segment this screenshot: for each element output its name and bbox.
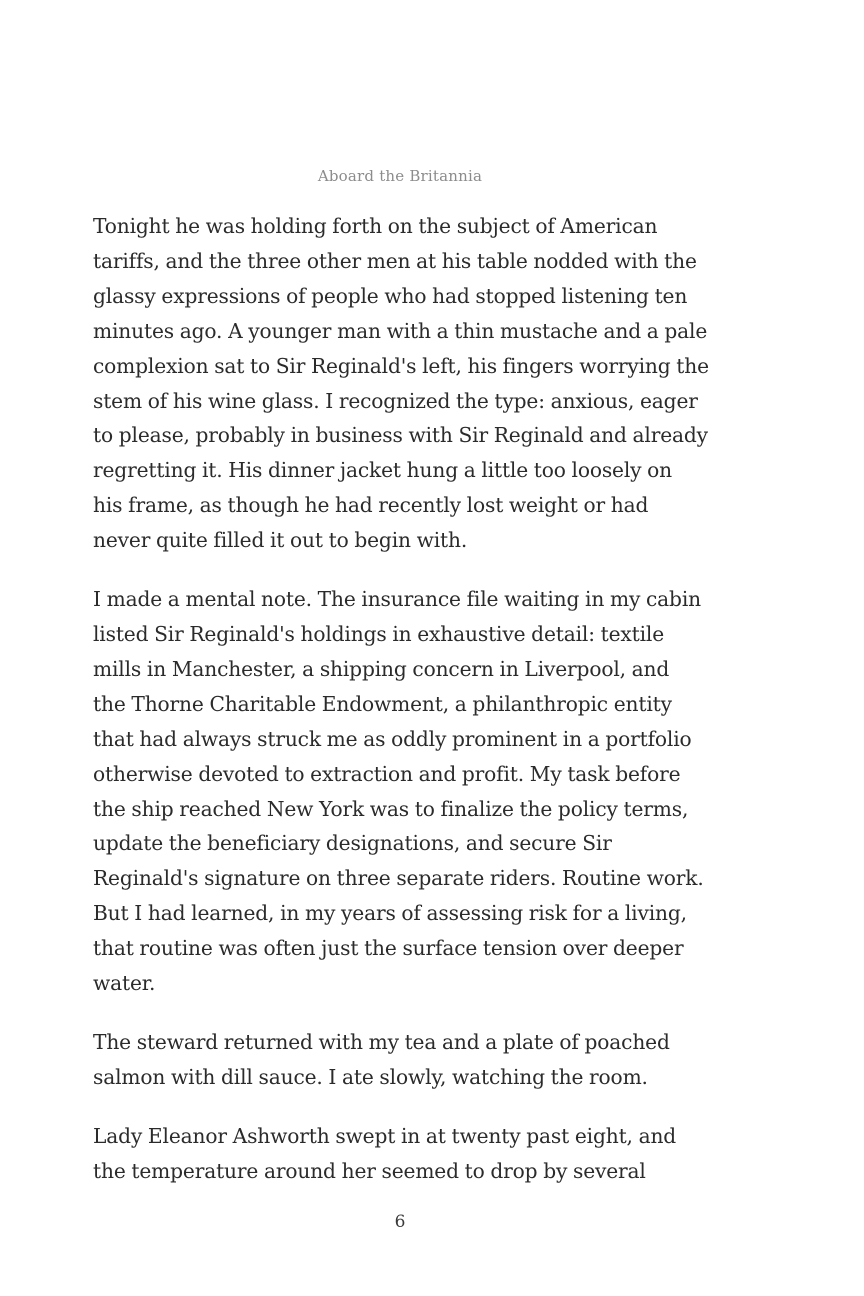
text-line: the temperature around her seemed to drop by several (93, 1158, 646, 1183)
page-number: 6 (394, 1212, 406, 1232)
paragraph-3 (93, 1025, 715, 1095)
text-line: Reginald's signature on three separate riders. Routine work. (93, 866, 704, 891)
text-line: the ship reached New York was to finalize the policy terms, (93, 796, 689, 821)
text-line: his frame, as though he had recently lost weight or had (93, 493, 649, 518)
text-line: complexion sat to Sir Reginald's left, his fingers worrying the (93, 353, 709, 378)
body-text (93, 209, 715, 1213)
text-line: I made a mental note. The insurance file waiting in my cabin (93, 587, 701, 612)
text-line: salmon with dill sauce. I ate slowly, watching the room. (93, 1064, 648, 1089)
text-line: regretting it. His dinner jacket hung a little too loosely on (93, 458, 673, 483)
text-line: Lady Eleanor Ashworth swept in at twenty past eight, and (93, 1123, 677, 1148)
text-line: The steward returned with my tea and a plate of poached (93, 1029, 670, 1054)
text-line: never quite filled it out to begin with. (93, 528, 468, 553)
text-line: that had always struck me as oddly prominent in a portfolio (93, 726, 692, 751)
text-line: But I had learned, in my years of assessing risk for a living, (93, 901, 687, 926)
text-line: otherwise devoted to extraction and profit. My task before (93, 761, 681, 786)
paragraph-1 (93, 209, 715, 558)
text-line: listed Sir Reginald's holdings in exhaustive detail: textile (93, 621, 664, 646)
text-line: minutes ago. A younger man with a thin mustache and a pale (93, 318, 708, 343)
paragraph-2 (93, 582, 715, 1001)
text-line: tariffs, and the three other men at his table nodded with the (93, 248, 697, 273)
text-line: glassy expressions of people who had stopped listening ten (93, 283, 688, 308)
text-line: water. (93, 971, 156, 996)
text-line: the Thorne Charitable Endowment, a philanthropic entity (93, 691, 672, 716)
text-line: update the beneficiary designations, and secure Sir (93, 831, 612, 856)
text-line: stem of his wine glass. I recognized the type: anxious, eager (93, 388, 698, 413)
text-line: that routine was often just the surface tension over deeper (93, 936, 684, 961)
running-head: Aboard the Britannia (317, 167, 483, 185)
text-line: to please, probably in business with Sir Reginald and already (93, 423, 708, 448)
text-line: mills in Manchester, a shipping concern in Liverpool, and (93, 656, 670, 681)
paragraph-4 (93, 1119, 715, 1189)
text-line: Tonight he was holding forth on the subject of American (93, 214, 658, 238)
